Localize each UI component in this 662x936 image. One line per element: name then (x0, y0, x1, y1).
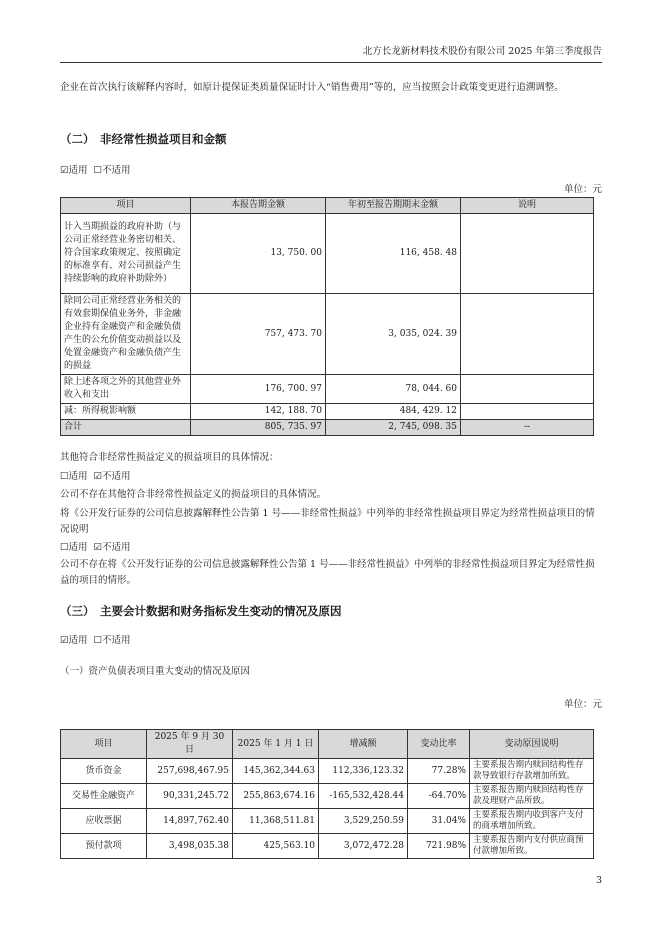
page-header (60, 46, 602, 63)
row-change: 112,336,123.32 (319, 759, 408, 784)
applicable-checkbox[interactable]: ☐适用 (60, 471, 88, 482)
col-header-note: 说明 (461, 198, 594, 214)
section3-applicability (60, 634, 137, 648)
col-header-jan1: 2025 年 1 月 1 日 (233, 730, 319, 759)
section2-unit: 单位：元 (563, 184, 602, 195)
table-row (61, 375, 594, 404)
col-header-current: 本报告期金额 (191, 198, 326, 214)
other-items-label: 其他符合非经常性损益定义的损益项目的具体情况： (60, 452, 279, 463)
row-sep30: 257,698,467.95 (147, 759, 233, 784)
not-applicable-checkbox[interactable]: ☑不适用 (93, 542, 131, 553)
col-header-reason: 变动原因说明 (470, 730, 594, 759)
section3-number: （三） (60, 604, 95, 618)
row-ytd: 116, 458. 48 (326, 214, 461, 294)
row-jan1: 145,362,344.63 (233, 759, 319, 784)
row-sep30: 90,331,245.72 (147, 784, 233, 809)
defined-items-text: 公司不存在将《公开发行证券的公司信息披露解释性公告第 1 号——非经常性损益》中列举的非经常性损益项目界定为经常性损益的项目的情形。 (60, 559, 595, 586)
row-change: -165,532,428.44 (319, 784, 408, 809)
row-reason: 主要系报告期内赎回结构性存款导致银行存款增加所致。 (470, 759, 594, 784)
total-ytd: 2, 745, 098. 35 (326, 420, 461, 436)
table-row (61, 294, 594, 375)
row-note (461, 404, 594, 420)
table-row (61, 834, 594, 859)
table-row (61, 759, 594, 784)
other-items-applicability (60, 470, 137, 484)
row-ytd: 3, 035, 024. 39 (326, 294, 461, 375)
row-ratio: 77.28% (408, 759, 470, 784)
row-item: 减：所得税影响额 (61, 404, 191, 420)
table-header-row (61, 198, 594, 214)
defined-items-label: 将《公开发行证券的公司信息披露解释性公告第 1 号——非经常性损益》中列举的非经常性损益项目界定为经常性损益项目的情况说明 (60, 508, 595, 535)
table-row (61, 784, 594, 809)
row-item: 货币资金 (61, 759, 147, 784)
row-item: 预付款项 (61, 834, 147, 859)
row-reason: 主要系报告期内赎回结构性存款及理财产品所致。 (470, 784, 594, 809)
col-header-change: 增减额 (319, 730, 408, 759)
section2-applicability (60, 164, 137, 178)
row-item: 除同公司正常经营业务相关的有效套期保值业务外，非金融企业持有金融资产和金融负债产生的公允价值变动损益以及处置金融资产和金融负债产生的损益 (61, 294, 191, 375)
table-row (61, 809, 594, 834)
row-ratio: 31.04% (408, 809, 470, 834)
section3-unit: 单位：元 (563, 699, 602, 710)
row-ratio: 721.98% (408, 834, 470, 859)
row-jan1: 11,368,511.81 (233, 809, 319, 834)
not-applicable-checkbox[interactable]: ☐不适用 (93, 165, 131, 176)
row-current: 757, 473. 70 (191, 294, 326, 375)
table-row (61, 214, 594, 294)
row-sep30: 3,498,035.38 (147, 834, 233, 859)
section2-title-text: 非经常性损益项目和金额 (100, 132, 227, 146)
row-ytd: 78, 044. 60 (326, 375, 461, 404)
section3-subtitle: （一）资产负债表项目重大变动的情况及原因 (60, 666, 251, 677)
row-current: 13, 750. 00 (191, 214, 326, 294)
row-item: 计入当期损益的政府补助（与公司正常经营业务密切相关、符合国家政策规定、按照确定的标准享有、对公司损益产生持续影响的政府补助除外） (61, 214, 191, 294)
col-header-ratio: 变动比率 (408, 730, 470, 759)
balance-sheet-changes-table (60, 729, 594, 859)
row-reason: 主要系报告期内支付供应商预付款增加所致。 (470, 834, 594, 859)
not-applicable-checkbox[interactable]: ☑不适用 (93, 471, 131, 482)
row-change: 3,529,250.59 (319, 809, 408, 834)
row-jan1: 255,863,674.16 (233, 784, 319, 809)
row-sep30: 14,897,762.40 (147, 809, 233, 834)
row-current: 176, 700. 97 (191, 375, 326, 404)
row-item: 交易性金融资产 (61, 784, 147, 809)
total-note: -- (461, 420, 594, 436)
row-note (461, 214, 594, 294)
header-title: 北方长龙新材料技术股份有限公司 2025 年第三季度报告 (362, 46, 602, 57)
table-header-row (61, 730, 594, 759)
row-item: 除上述各项之外的其他营业外收入和支出 (61, 375, 191, 404)
table-row (61, 404, 594, 420)
applicable-checkbox[interactable]: ☐适用 (60, 542, 88, 553)
total-current: 805, 735. 97 (191, 420, 326, 436)
section3-title (60, 603, 342, 619)
section2-number: （二） (60, 132, 95, 146)
row-note (461, 375, 594, 404)
not-applicable-checkbox[interactable]: ☐不适用 (93, 635, 131, 646)
row-ytd: 484, 429. 12 (326, 404, 461, 420)
section3-title-text: 主要会计数据和财务指标发生变动的情况及原因 (100, 604, 342, 618)
col-header-ytd: 年初至报告期期末金额 (326, 198, 461, 214)
row-ratio: -64.70% (408, 784, 470, 809)
defined-items-applicability (60, 541, 137, 555)
applicable-checkbox[interactable]: ☑适用 (60, 165, 88, 176)
page-number: 3 (595, 875, 602, 886)
other-items-text: 公司不存在其他符合非经常性损益定义的损益项目的具体情况。 (60, 489, 327, 500)
non-recurring-table (60, 197, 594, 436)
intro-paragraph: 企业在首次执行该解释内容时，如原计提保证类质量保证时计入“销售费用”等的，应当按照会计政策变更进行追溯调整。 (60, 82, 564, 93)
applicable-checkbox[interactable]: ☑适用 (60, 635, 88, 646)
section2-title (60, 131, 227, 147)
row-jan1: 425,563.10 (233, 834, 319, 859)
col-header-sep30: 2025 年 9 月 30 日 (147, 730, 233, 759)
table-total-row (61, 420, 594, 436)
row-change: 3,072,472.28 (319, 834, 408, 859)
row-item: 应收票据 (61, 809, 147, 834)
row-note (461, 294, 594, 375)
col-header-item: 项目 (61, 198, 191, 214)
row-current: 142, 188. 70 (191, 404, 326, 420)
col-header-item: 项目 (61, 730, 147, 759)
row-reason: 主要系报告期内收到客户支付的商承增加所致。 (470, 809, 594, 834)
total-label: 合计 (61, 420, 191, 436)
